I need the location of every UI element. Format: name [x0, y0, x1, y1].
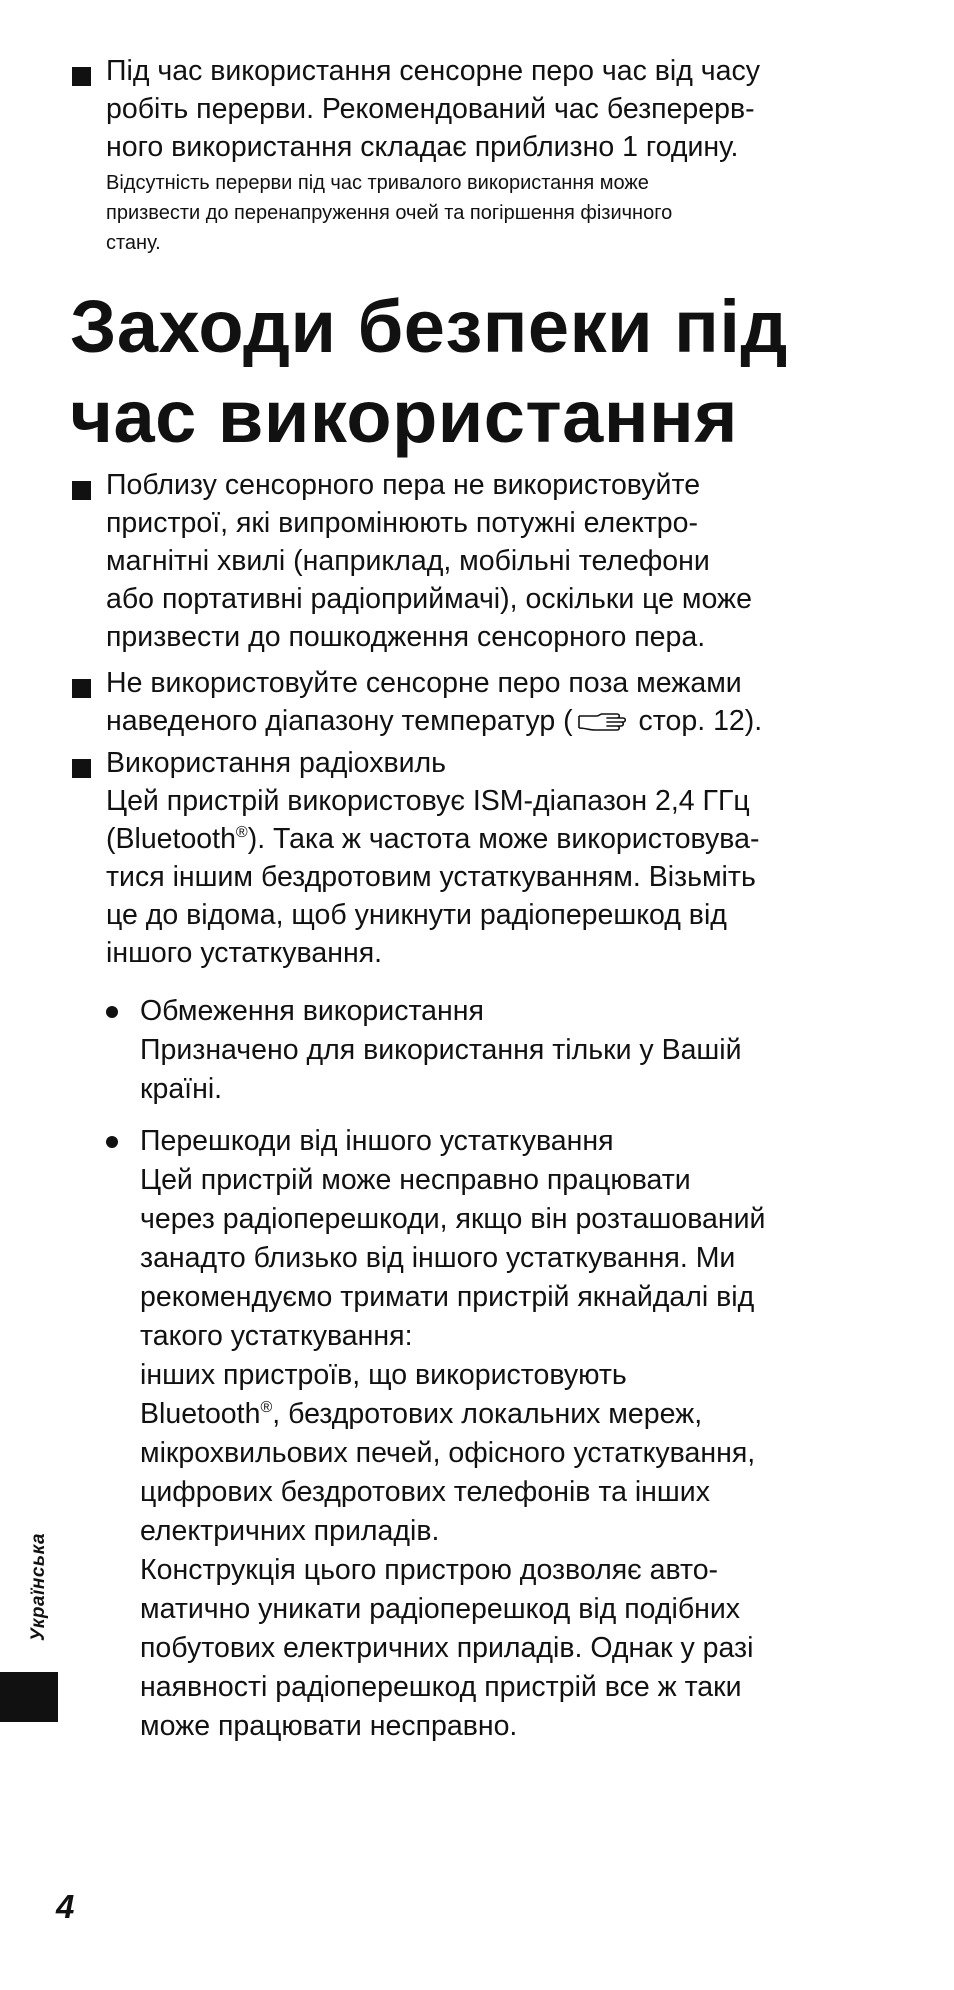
- square-bullet-icon: [72, 481, 91, 500]
- text-line: тися іншим бездротовим устаткуванням. Візьміть: [106, 861, 756, 893]
- round-bullet-icon: [106, 1006, 118, 1018]
- note-line: стану.: [106, 232, 161, 254]
- text-fragment: наведеного діапазону температур (: [106, 705, 573, 737]
- text-line: призвести до пошкодження сенсорного пера.: [106, 621, 706, 653]
- text-line: іншого устаткування.: [106, 937, 383, 969]
- text-line: або портативні радіоприймачі), оскільки це може: [106, 583, 752, 615]
- text-line: Цей пристрій використовує ISM-діапазон 2,4 ГГц: [106, 785, 750, 817]
- text-fragment: Bluetooth: [140, 1398, 261, 1430]
- text-line: занадто близько від іншого устаткування. Ми: [140, 1242, 736, 1274]
- page-number: 4: [56, 1888, 75, 1925]
- section-heading: [70, 282, 890, 462]
- text-line: Під час використання сенсорне перо час від часу: [106, 55, 760, 87]
- text-fragment: , бездротових локальних мереж,: [272, 1398, 703, 1430]
- language-tab-marker: [0, 1672, 58, 1722]
- text-line: [106, 702, 882, 740]
- text-line: робіть перерви. Рекомендований час безперерв-: [106, 93, 755, 125]
- text-line: мікрохвильових печей, офісного устаткування,: [140, 1437, 756, 1469]
- note-line: Відсутність перерви під час тривалого використання може: [106, 172, 649, 194]
- radio-waves-title: Використання радіохвиль: [106, 747, 446, 779]
- text-line: може працювати несправно.: [140, 1710, 518, 1742]
- heading-line: Заходи безпеки під: [70, 285, 788, 368]
- text-line: Призначено для використання тільки у Вашій: [140, 1034, 742, 1066]
- note-line: призвести до перенапруження очей та погіршення фізичного: [106, 202, 673, 224]
- text-fragment: ). Така ж частота може використовува-: [247, 823, 760, 855]
- text-line: через радіоперешкоди, якщо він розташований: [140, 1203, 766, 1235]
- text-line: такого устаткування:: [140, 1320, 413, 1352]
- electromagnetic-warning-text: [106, 466, 882, 656]
- text-line: Цей пристрій може несправно працювати: [140, 1164, 691, 1196]
- text-fragment: стор. 12).: [630, 705, 763, 737]
- bullet-title: Перешкоди від іншого устаткування: [140, 1125, 614, 1157]
- text-line: ного використання складає приблизно 1 годину.: [106, 131, 739, 163]
- radio-waves-text: [106, 744, 882, 972]
- text-line: інших пристроїв, що використовують: [140, 1359, 627, 1391]
- heading-line: час використання: [70, 375, 738, 458]
- square-bullet-icon: [72, 67, 91, 86]
- square-bullet-icon: [72, 679, 91, 698]
- text-line: [140, 1395, 900, 1434]
- text-line: пристрої, які випромінюють потужні електро-: [106, 507, 698, 539]
- registered-mark: ®: [235, 824, 248, 841]
- text-line: Конструкція цього пристрою дозволяє авто-: [140, 1554, 719, 1586]
- text-line: електричних приладів.: [140, 1515, 440, 1547]
- text-line: цифрових бездротових телефонів та інших: [140, 1476, 710, 1508]
- break-recommendation-text: [106, 52, 882, 258]
- registered-mark: ®: [260, 1399, 273, 1416]
- text-line: країні.: [140, 1073, 223, 1105]
- language-tab-text: Українська: [28, 1532, 49, 1642]
- text-fragment: (Bluetooth: [106, 823, 236, 855]
- text-line: магнітні хвилі (наприклад, мобільні телефони: [106, 545, 710, 577]
- text-line: Поблизу сенсорного пера не використовуйте: [106, 469, 701, 501]
- round-bullet-icon: [106, 1136, 118, 1148]
- language-tab-label: [24, 1512, 54, 1662]
- break-note: [106, 168, 882, 258]
- temperature-warning-text: [106, 664, 882, 740]
- usage-restriction-text: [140, 992, 900, 1109]
- text-line: наявності радіоперешкод пристрій все ж таки: [140, 1671, 742, 1703]
- text-line: це до відома, щоб уникнути радіоперешкод від: [106, 899, 727, 931]
- text-line: побутових електричних приладів. Однак у разі: [140, 1632, 754, 1664]
- pointing-hand-reference-icon: [577, 708, 627, 734]
- text-line: [106, 820, 882, 858]
- interference-text: [140, 1122, 900, 1746]
- square-bullet-icon: [72, 759, 91, 778]
- text-line: матично уникати радіоперешкод від подібних: [140, 1593, 741, 1625]
- bullet-title: Обмеження використання: [140, 995, 484, 1027]
- text-line: рекомендуємо тримати пристрій якнайдалі від: [140, 1281, 755, 1313]
- text-line: Не використовуйте сенсорне перо поза межами: [106, 667, 742, 699]
